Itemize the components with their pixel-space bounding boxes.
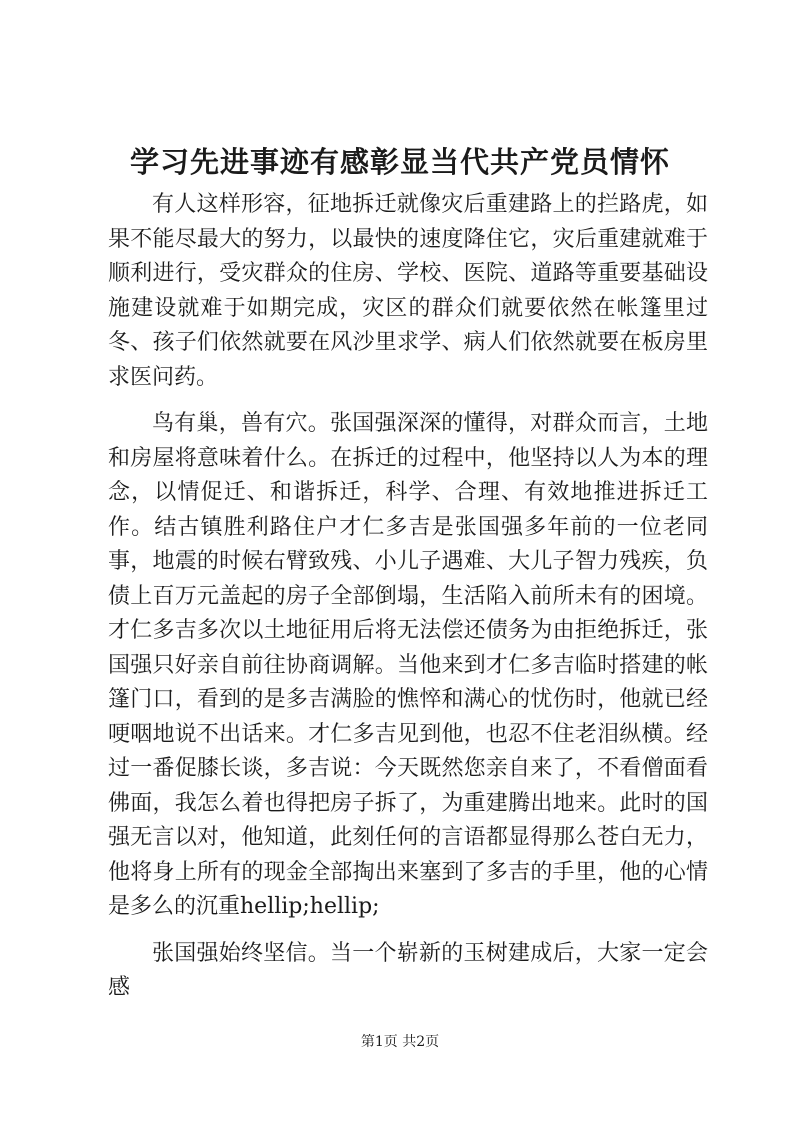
paragraph-2: 鸟有巢，兽有穴。张国强深深的懂得，对群众而言，土地和房屋将意味着什么。在拆迁的过程中，他坚持以人为本的理念，以情促迁、和谐拆迁，科学、合理、有效地推进拆迁工作。结古镇胜利路住户才仁多吉是张国强多年前的一位老同事，地震的时候右臂致残、小儿子遇难、大儿子智力残疾，负债上百万元盖起的房子全部倒塌，生活陷入前所未有的困境。才仁多吉多次以土地征用后将无法偿还债务为由拒绝拆迁，张国强只好亲自前往协商调解。当他来到才仁多吉临时搭建的帐篷门口，看到的是多吉满脸的憔悴和满心的忧伤时，他就已经哽咽地说不出话来。才仁多吉见到他，也忍不住老泪纵横。经过一番促膝长谈，多吉说：今天既然您亲自来了，不看僧面看佛面，我怎么着也得把房子拆了，为重建腾出地来。此时的国强无言以对，他知道，此刻任何的言语都显得那么苍白无力，他将身上所有的现金全部掏出来塞到了多吉的手里，他的心情是多么的沉重hellip;hellip; [108, 411, 708, 919]
paragraph-3: 张国强始终坚信。当一个崭新的玉树建成后，大家一定会感 [108, 940, 708, 1000]
document-title: 学习先进事迹有感彰显当代共产党员情怀 [129, 145, 670, 179]
document-body [108, 188, 708, 1006]
paragraph-spacer [108, 925, 708, 937]
paragraph-1: 有人这样形容，征地拆迁就像灾后重建路上的拦路虎，如果不能尽最大的努力，以最快的速度降住它，灾后重建就难于顺利进行，受灾群众的住房、学校、医院、道路等重要基础设施建设就难于如期完成，灾区的群众们就要依然在帐篷里过冬、孩子们依然就要在风沙里求学、病人们依然就要在板房里求医问药。 [108, 192, 708, 390]
page-number-footer: 第1页 共2页 [360, 1034, 440, 1050]
paragraph-spacer [108, 395, 708, 407]
